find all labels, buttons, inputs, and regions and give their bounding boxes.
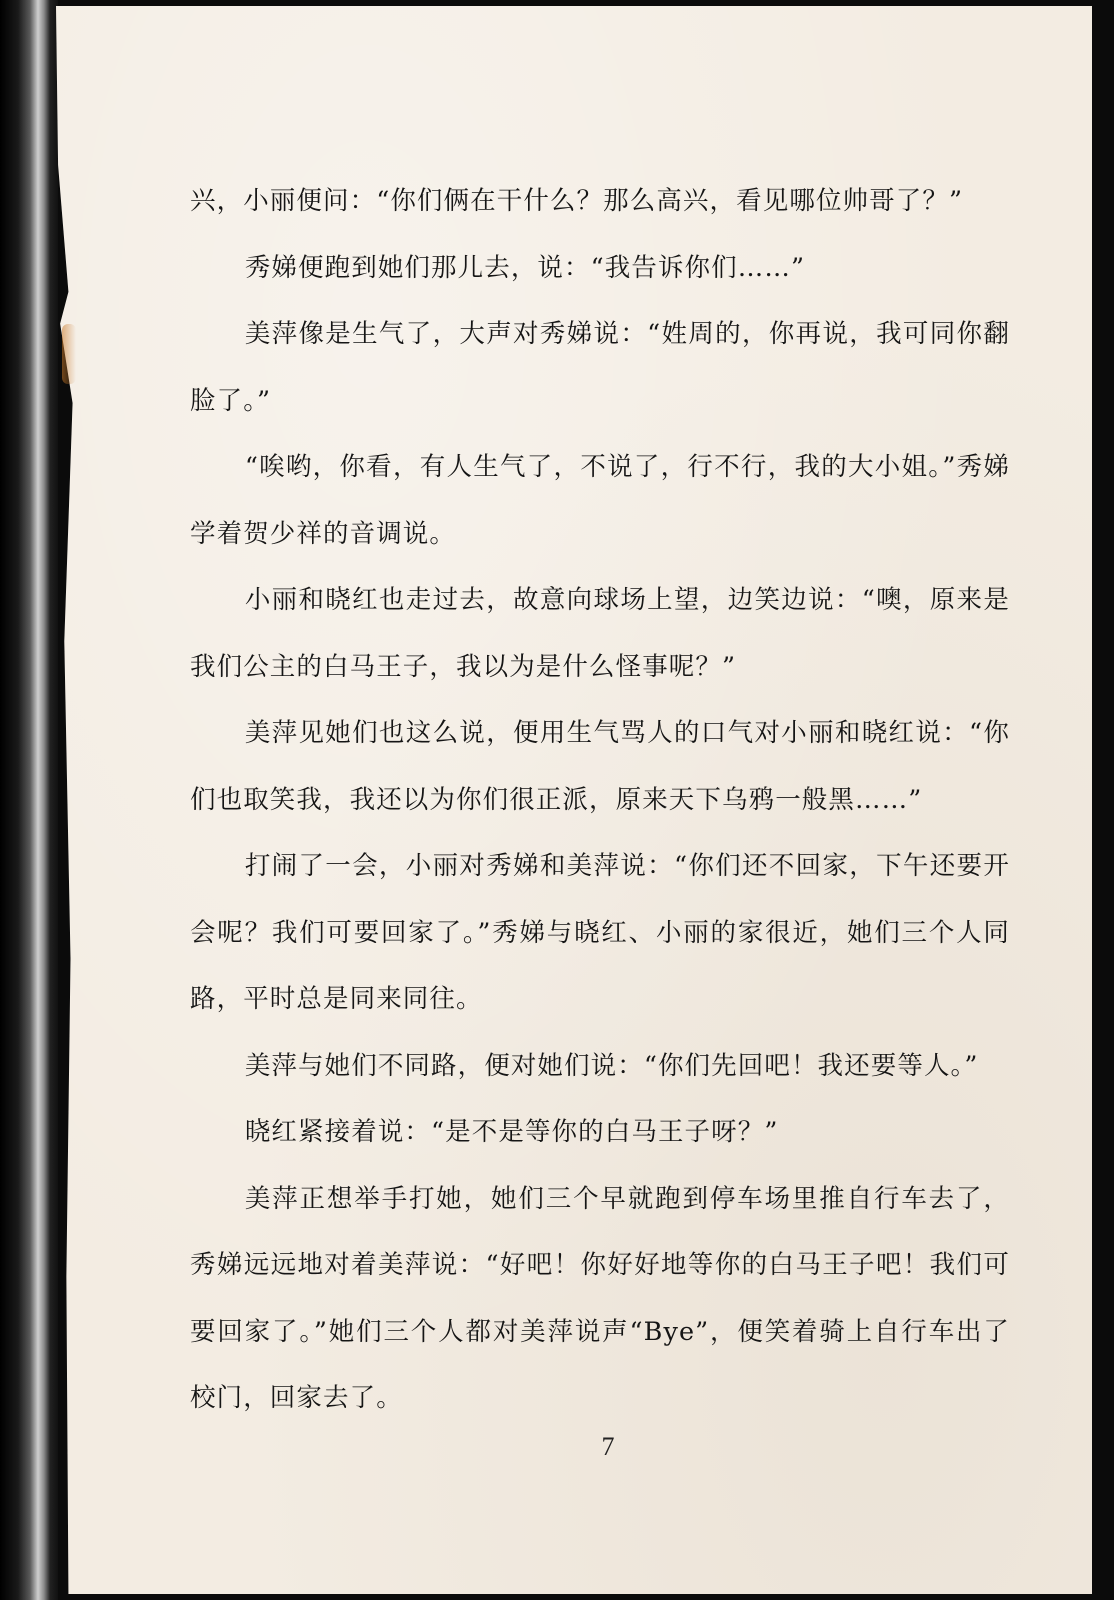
paragraph: 小丽和晓红也走过去，故意向球场上望，边笑边说：“噢，原来是我们公主的白马王子，我以为是什么怪事呢？”: [190, 585, 1010, 682]
paragraph: 美萍像是生气了，大声对秀娣说：“姓周的，你再说，我可同你翻脸了。”: [190, 319, 1010, 416]
paragraph: 晓红紧接着说：“是不是等你的白马王子呀？”: [244, 1117, 779, 1147]
paragraph: 秀娣便跑到她们那儿去，说：“我告诉你们……”: [244, 252, 806, 283]
paragraph: 打闹了一会，小丽对秀娣和美萍说：“你们还不回家，下午还要开会呢？我们可要回家了。”秀娣与晓红、小丽的家很近，她们三个人同路，平时总是同来同往。: [190, 851, 1010, 1014]
paper-stain: [62, 324, 76, 384]
paragraph: 美萍正想举手打她，她们三个早就跑到停车场里推自行车去了，秀娣远远地对着美萍说：“好吧！你好好地等你的白马王子吧！我们可要回家了。”她们三个人都对美萍说声“Bye”，便笑着骑上自行车出了校门，回家去了。: [190, 1183, 1010, 1413]
paragraph: 美萍见她们也这么说，便用生气骂人的口气对小丽和晓红说：“你们也取笑我，我还以为你们很正派，原来天下乌鸦一般黑……”: [190, 718, 1010, 815]
paragraph: “唉哟，你看，有人生气了，不说了，行不行，我的大小姐。”秀娣学着贺少祥的音调说。: [190, 452, 1010, 549]
body-text: [190, 168, 1010, 1432]
page-number: 7: [601, 1432, 615, 1461]
paragraph: 兴，小丽便问：“你们俩在干什么？那么高兴，看见哪位帅哥了？”: [190, 186, 964, 216]
book-binding-edge: [0, 0, 58, 1600]
paragraph: 美萍与她们不同路，便对她们说：“你们先回吧！我还要等人。”: [244, 1050, 979, 1081]
